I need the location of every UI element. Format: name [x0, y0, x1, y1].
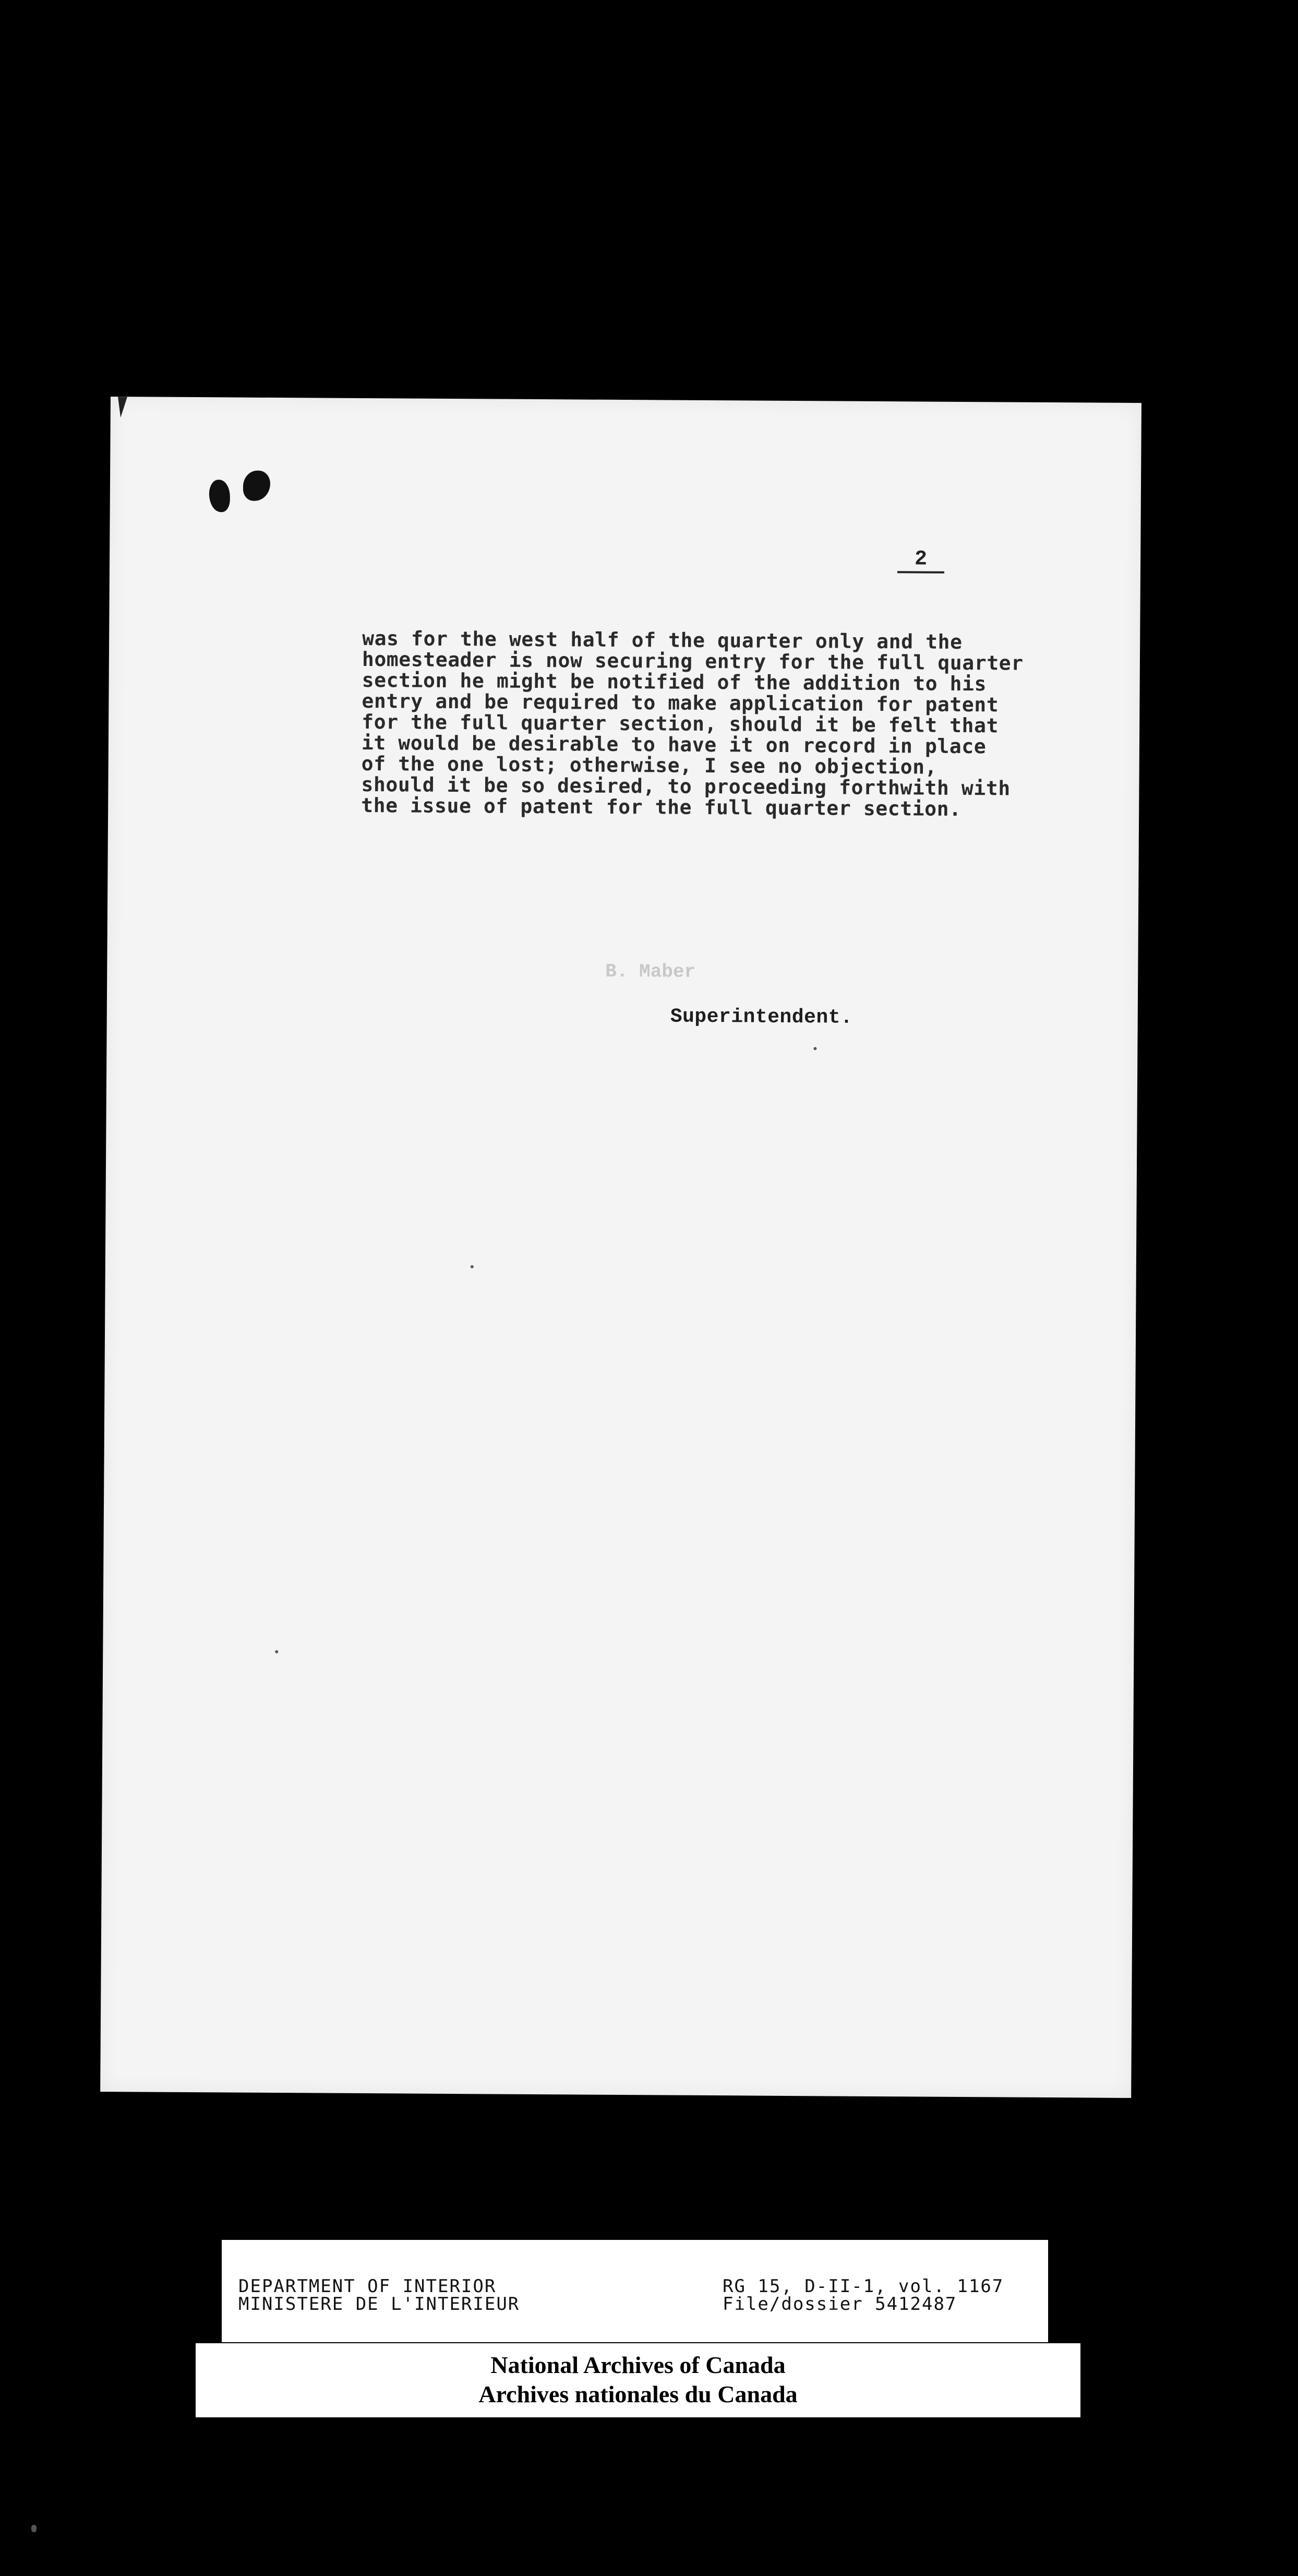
- archives-name-fr: Archives nationales du Canada: [478, 2381, 798, 2407]
- ink-blot: [243, 471, 270, 501]
- paper-speck: [813, 1047, 816, 1050]
- ink-blot: [209, 480, 230, 512]
- letter-line: entry and be required to make application for patent: [362, 689, 999, 717]
- folded-corner: [118, 397, 127, 418]
- faint-signature: B. Maber: [605, 960, 696, 983]
- department-en: DEPARTMENT OF INTERIOR: [238, 2276, 497, 2297]
- department-names: [238, 2277, 520, 2313]
- film-speck: [31, 2525, 37, 2532]
- letter-line: of the one lost; otherwise, I see no objection,: [361, 752, 938, 779]
- letter-line: for the full quarter section, should it be felt that: [362, 710, 999, 737]
- department-fr: MINISTERE DE L'INTERIEUR: [238, 2294, 520, 2315]
- record-group-reference: RG 15, D-II-1, vol. 1167: [723, 2276, 1004, 2297]
- signoff-title: Superintendent.: [670, 1005, 853, 1029]
- document-page: [100, 397, 1141, 2098]
- letter-line: was for the west half of the quarter only and the: [362, 626, 963, 653]
- paper-speck: [471, 1265, 474, 1268]
- letter-body: [361, 628, 1092, 820]
- file-reference: [723, 2277, 1004, 2313]
- file-number: File/dossier 5412487: [723, 2294, 957, 2315]
- letter-line: it would be desirable to have it on record in place: [361, 731, 987, 758]
- archives-name-en: National Archives of Canada: [490, 2352, 786, 2378]
- paper-speck: [275, 1650, 278, 1653]
- letter-line: section he might be notified of the addition to his: [362, 668, 987, 696]
- letter-line: should it be so desired, to proceeding forthwith with: [361, 772, 1011, 800]
- letter-line: the issue of patent for the full quarter section.: [361, 793, 962, 820]
- archive-reference-label: [222, 2240, 1048, 2342]
- letter-line: homesteader is now securing entry for the full quarter: [362, 647, 1024, 675]
- page-number: 2: [897, 549, 944, 574]
- archives-plate: [196, 2343, 1080, 2417]
